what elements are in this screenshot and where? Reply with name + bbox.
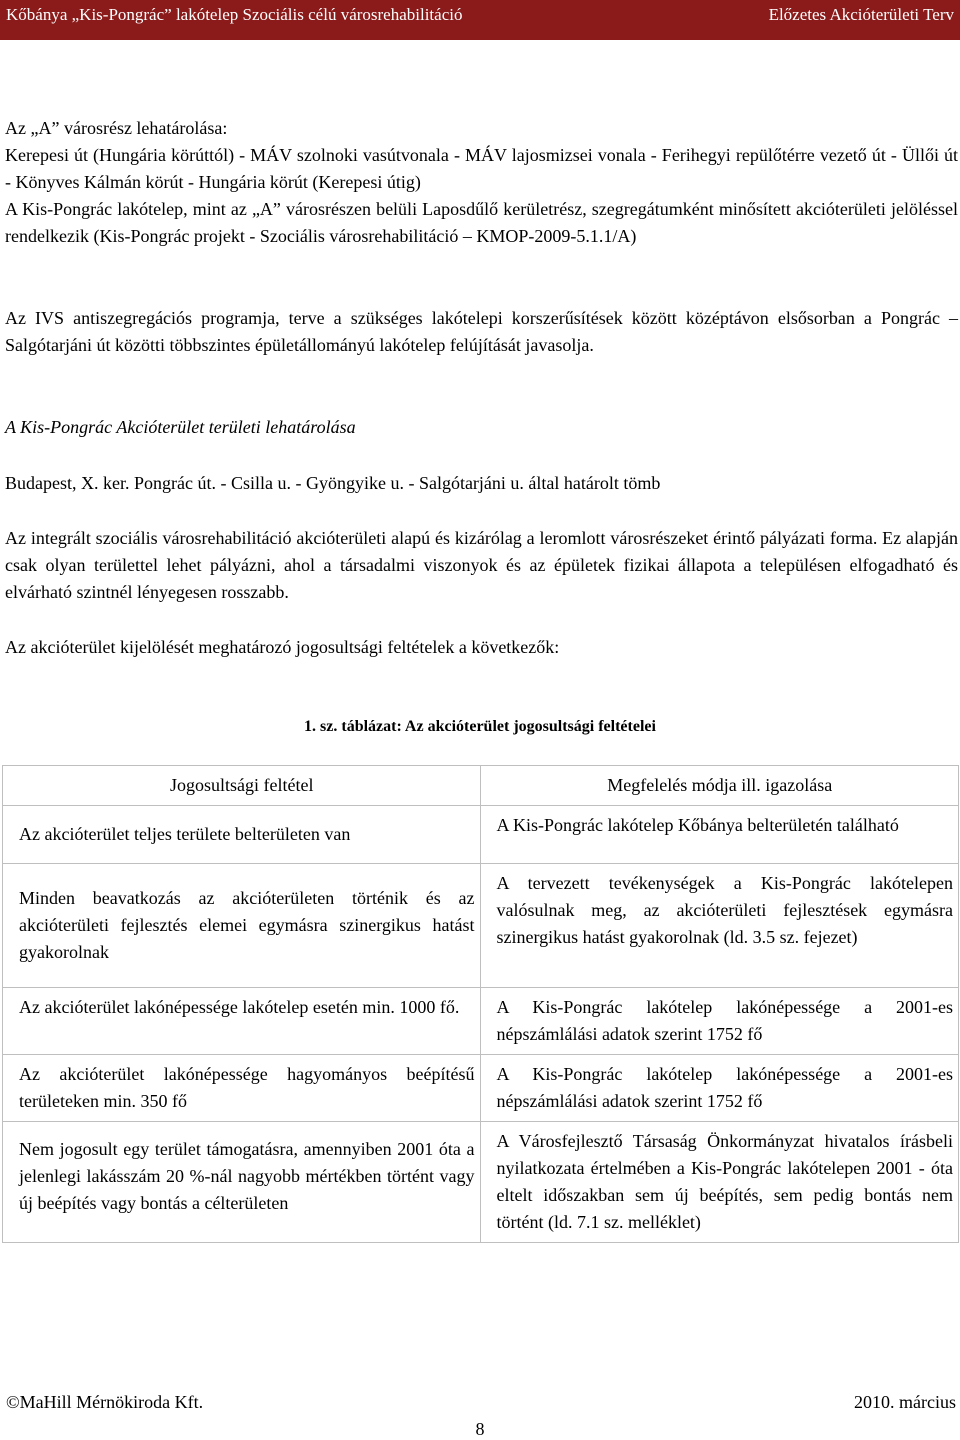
header-doc-type: Előzetes Akcióterületi Terv — [768, 5, 954, 24]
table-header-row — [3, 766, 959, 806]
eligibility-table — [2, 765, 959, 1243]
table-cell-compliance: A tervezett tevékenységek a Kis-Pongrác lakótelepen valósulnak meg, az akcióterületi fejlesztések egymásra szinergikus hatást gyakorolnak (ld. 3.5 sz. fejezet) — [481, 864, 959, 988]
table-header-compliance: Megfelelés módja ill. igazolása — [481, 766, 959, 806]
paragraph-ivs: Az IVS antiszegregációs programja, terve a szükséges lakótelepi korszerűsítések között középtávon elsősorban a Pongrác – Salgótarjáni út közötti többszintes épületállományú lakótelep felújítását javasolja. — [5, 308, 958, 355]
section-subtitle: A Kis-Pongrác Akcióterület területi lehatárolása — [5, 417, 356, 437]
table-row — [3, 864, 959, 988]
table-caption: 1. sz. táblázat: Az akcióterület jogosultsági feltételei — [304, 718, 656, 735]
table-row — [3, 806, 959, 864]
footer-date: 2010. március — [854, 1392, 956, 1412]
table-cell-condition: Nem jogosult egy terület támogatásra, amennyiben 2001 óta a jelenlegi lakásszám 20 %-nál nagyobb mértékben történt vagy új beépítés vagy bontás a célterületen — [3, 1122, 481, 1243]
table-cell-compliance: A Városfejlesztő Társaság Önkormányzat hivatalos írásbeli nyilatkozata értelmében a Kis-Pongrác lakótelepen 2001 - óta eltelt időszakban sem új beépítés, sem pedig bontás nem történt (ld. 7.1 sz. melléklet) — [481, 1122, 959, 1243]
table-cell-condition: Az akcióterület lakónépessége lakótelep esetén min. 1000 fő. — [3, 988, 481, 1055]
paragraph-boundary: Budapest, X. ker. Pongrác út. - Csilla u. - Gyöngyike u. - Salgótarjáni u. által határolt tömb — [5, 473, 661, 493]
footer-copyright: ©MaHill Mérnökiroda Kft. — [6, 1392, 204, 1412]
table-cell-compliance: A Kis-Pongrác lakótelep lakónépessége a 2001-es népszámlálási adatok szerint 1752 fő — [481, 988, 959, 1055]
table-row — [3, 988, 959, 1055]
table-cell-condition: Az akcióterület lakónépessége hagyományos beépítésű területeken min. 350 fő — [3, 1055, 481, 1122]
table-row — [3, 1122, 959, 1243]
header-title: Kőbánya „Kis-Pongrác” lakótelep Szociális célú városrehabilitáció — [6, 5, 463, 24]
paragraph-integrated: Az integrált szociális városrehabilitáció akcióterületi alapú és kizárólag a leromlott városrészeket érintő pályázati forma. Ez alapján csak olyan területtel lehet pályázni, ahol a társadalmi viszonyok és az épületek fizikai állapota a településen elfogadható és elvárható szintnél lényegesen rosszabb. — [5, 528, 958, 602]
table-header-condition: Jogosultsági feltétel — [3, 766, 481, 806]
table-cell-condition: Az akcióterület teljes területe belterületen van — [3, 806, 481, 864]
table-row — [3, 1055, 959, 1122]
page-number: 8 — [475, 1419, 485, 1439]
table-cell-compliance: A Kis-Pongrác lakótelep lakónépessége a 2001-es népszámlálási adatok szerint 1752 fő — [481, 1055, 959, 1122]
paragraph-conditions-intro: Az akcióterület kijelölését meghatározó jogosultsági feltételek a következők: — [5, 637, 560, 657]
paragraph-area-definition: Az „A” városrész lehatárolása: Kerepesi út (Hungária körúttól) - MÁV szolnoki vasútvonala - MÁV lajosmizsei vonala - Ferihegyi repülőtérre vezető út - Üllői út - Könyves Kálmán körút - Hungária körút (Kerepesi útig) A Kis-Pongrác lakótelep, mint az „A” városrészen belüli Laposdűlő kerületrész, szegregátumként minősített akcióterületi jelöléssel rendelkezik (Kis-Pongrác projekt - Szociális városrehabilitáció – KMOP-2009-5.1.1/A) — [5, 118, 958, 246]
table-cell-compliance: A Kis-Pongrác lakótelep Kőbánya belterületén található — [481, 806, 959, 864]
table-cell-condition: Minden beavatkozás az akcióterületen történik és az akcióterületi fejlesztés elemei egymásra szinergikus hatást gyakorolnak — [3, 864, 481, 988]
page-header — [0, 0, 960, 40]
